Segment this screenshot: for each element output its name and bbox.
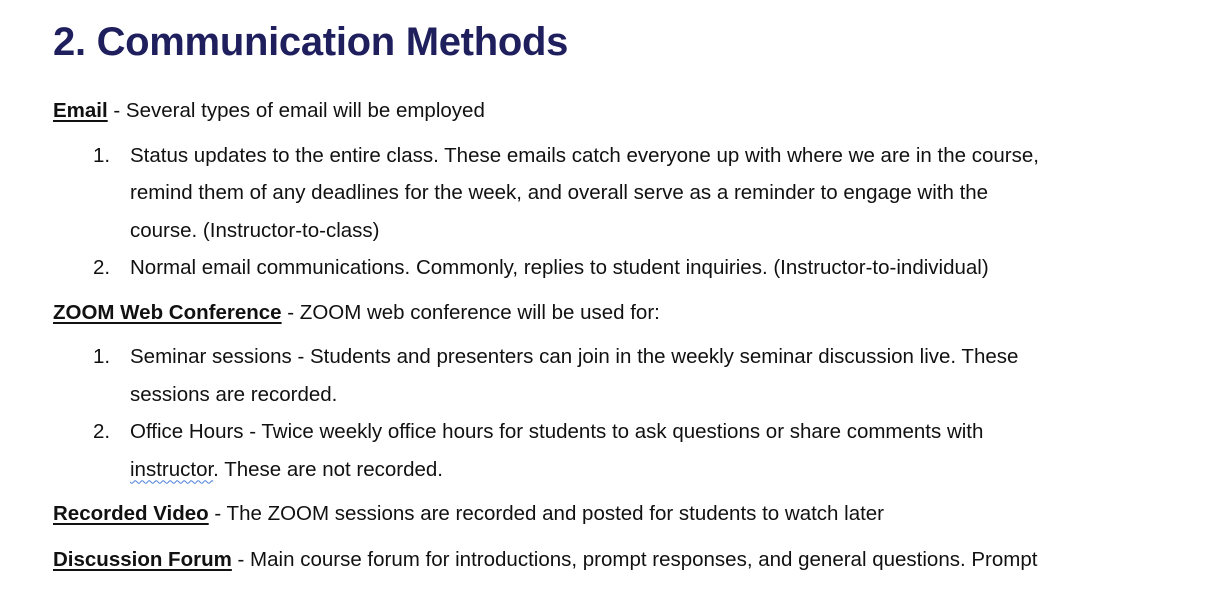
- list-item: [53, 249, 1224, 287]
- recorded-video-term: Recorded Video: [53, 502, 209, 525]
- list-text: remind them of any deadlines for the week, and overall serve as a reminder to engage with the: [130, 181, 989, 204]
- spellcheck-underlined-word[interactable]: instructor: [130, 457, 214, 481]
- email-description: - Several types of email will be employed: [107, 99, 485, 122]
- email-paragraph: [53, 92, 1224, 130]
- recorded-video-description: - The ZOOM sessions are recorded and posted for students to watch later: [208, 502, 885, 525]
- list-number: 1.: [93, 345, 111, 368]
- list-text: course. (Instructor-to-class): [130, 218, 380, 242]
- list-number: 1.: [93, 143, 111, 167]
- email-list: [53, 137, 1224, 287]
- zoom-list: [53, 338, 1224, 488]
- email-term: Email: [53, 99, 108, 122]
- zoom-description: - ZOOM web conference will be used for:: [281, 300, 660, 324]
- discussion-forum-description: - Main course forum for introductions, prompt responses, and general questions. Prompt: [231, 547, 1038, 571]
- zoom-paragraph: [53, 294, 1224, 332]
- list-text: Office Hours - Twice weekly office hours for students to ask questions or share comments with: [130, 420, 984, 443]
- list-text: [130, 451, 1224, 489]
- list-text: Seminar sessions - Students and presenters can join in the weekly seminar discussion live. These: [130, 345, 1019, 368]
- discussion-forum-term: Discussion Forum: [53, 547, 232, 571]
- recorded-video-paragraph: [53, 495, 1224, 533]
- list-text: sessions are recorded.: [130, 382, 338, 406]
- list-item: [53, 413, 1224, 488]
- list-text: Normal email communications. Commonly, replies to student inquiries. (Instructor-to-individual): [130, 256, 989, 279]
- zoom-term: ZOOM Web Conference: [53, 300, 282, 324]
- document-page: [53, 18, 1224, 578]
- list-number: 2.: [93, 256, 111, 279]
- section-heading: 2. Communication Methods: [53, 20, 569, 64]
- list-item: [53, 338, 1224, 413]
- list-text: Status updates to the entire class. These emails catch everyone up with where we are in the course,: [130, 143, 1039, 167]
- list-text-rest: . These are not recorded.: [213, 457, 443, 481]
- discussion-forum-paragraph: [53, 541, 1224, 579]
- list-number: 2.: [93, 420, 111, 443]
- list-item: [53, 137, 1224, 250]
